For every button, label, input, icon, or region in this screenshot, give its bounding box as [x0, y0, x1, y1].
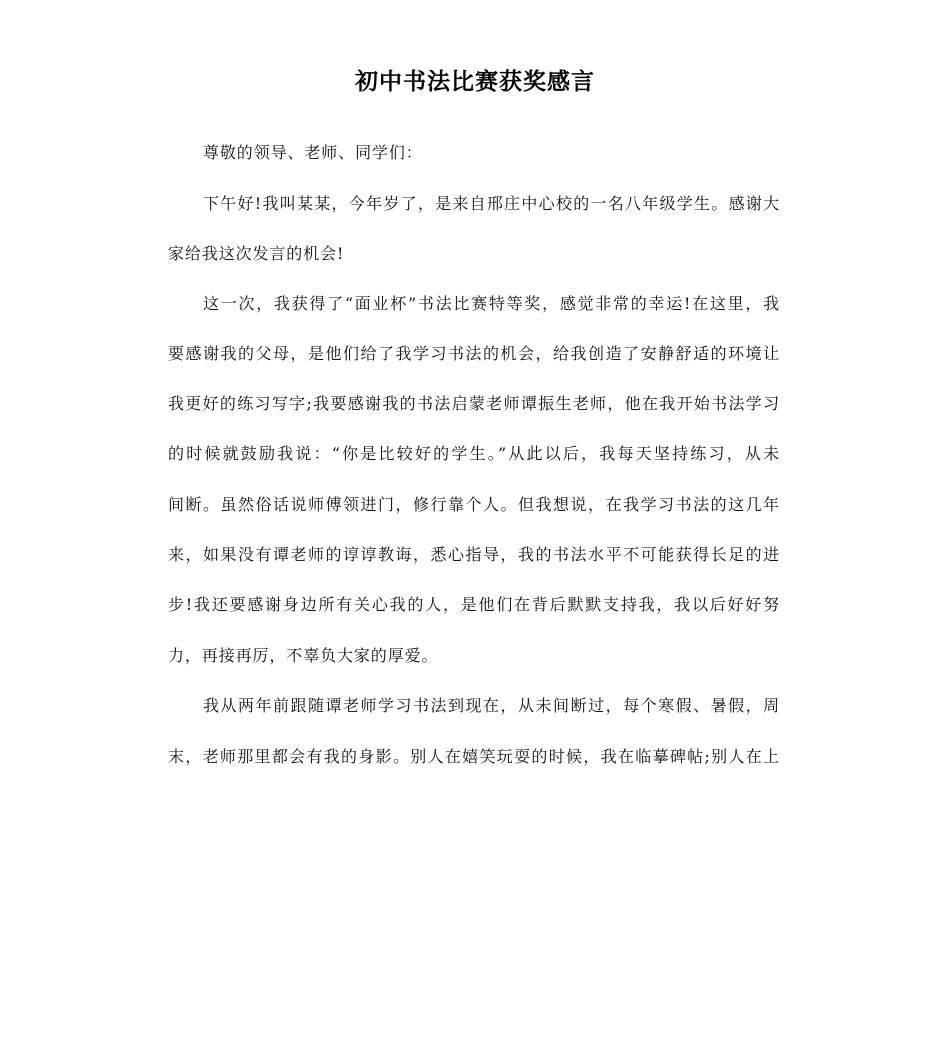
paragraph-line: 来，如果没有谭老师的谆谆教诲，悉心指导，我的书法水平不可能获得长足的进	[168, 545, 780, 564]
paragraph-line: 我更好的练习写字;我要感谢我的书法启蒙老师谭振生老师，他在我开始书法学习	[168, 394, 780, 413]
paragraph-line: 家给我这次发言的机会!	[168, 244, 345, 263]
paragraph-line: 我从两年前跟随谭老师学习书法到现在，从未间断过，每个寒假、暑假，周	[203, 696, 780, 715]
document-title: 初中书法比赛获奖感言	[355, 69, 595, 95]
paragraph-line: 末，老师那里都会有我的身影。别人在嬉笑玩耍的时候，我在临摹碑帖;别人在上	[168, 747, 780, 766]
paragraph-line: 的时候就鼓励我说：“你是比较好的学生。”从此以后，我每天坚持练习，从未	[168, 444, 780, 463]
paragraph-line: 力，再接再厉，不辜负大家的厚爱。	[168, 646, 439, 665]
salutation-line: 尊敬的领导、老师、同学们：	[203, 143, 423, 162]
paragraph-line: 间断。虽然俗话说师傅领进门，修行靠个人。但我想说，在我学习书法的这几年	[168, 495, 780, 514]
paragraph-line: 步!我还要感谢身边所有关心我的人，是他们在背后默默支持我，我以后好好努	[168, 595, 780, 614]
paragraph-line: 要感谢我的父母，是他们给了我学习书法的机会，给我创造了安静舒适的环境让	[168, 344, 780, 363]
paragraph-line: 这一次，我获得了“面业杯”书法比赛特等奖，感觉非常的幸运!在这里，我	[203, 294, 780, 313]
paragraph-line: 下午好!我叫某某，今年岁了，是来自邢庄中心校的一名八年级学生。感谢大	[203, 194, 780, 213]
